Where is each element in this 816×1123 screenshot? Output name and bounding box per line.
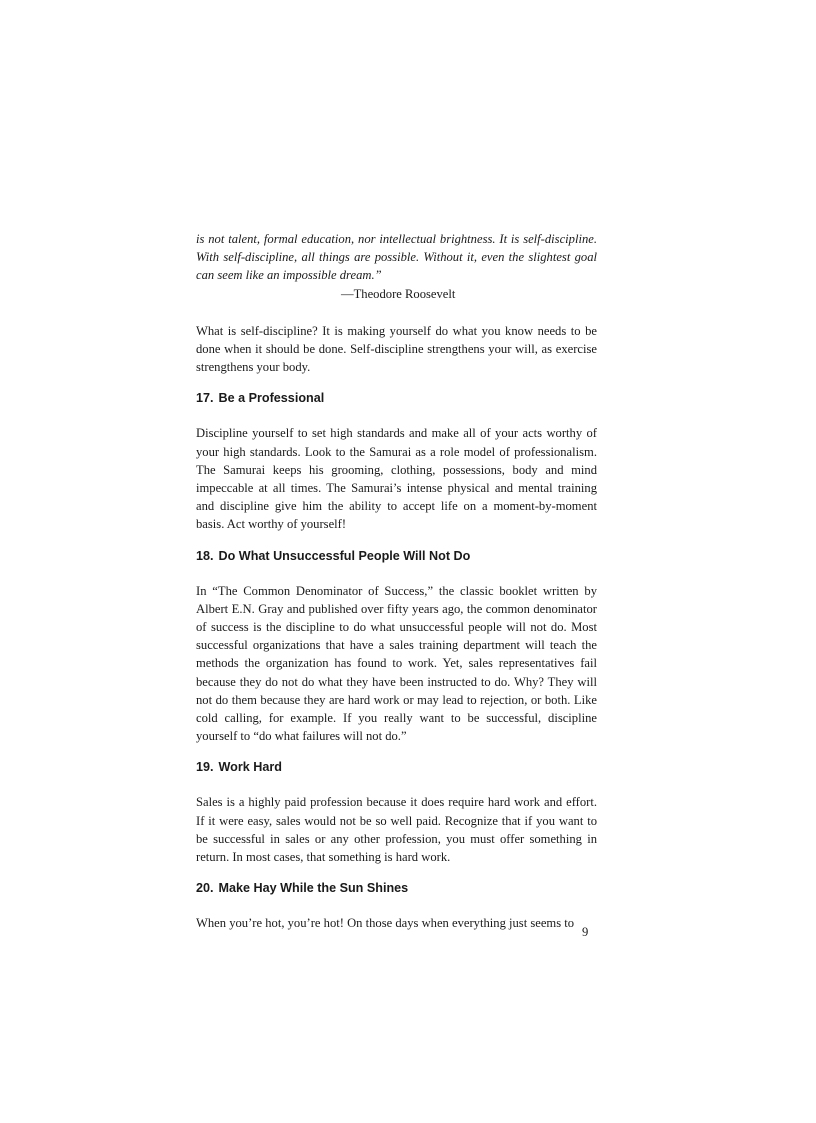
quote-attribution: —Theodore Roosevelt <box>341 286 456 301</box>
section-number: 19. <box>196 760 214 775</box>
intro-paragraph: What is self-discipline? It is making yourself do what you know needs to be done when it should be done. Self-discipline strengthens your will, as exercise strengthens your body. <box>196 323 597 375</box>
section-title: Be a Professional <box>218 391 325 406</box>
section-number: 20. <box>196 881 214 896</box>
section-body-20: When you’re hot, you’re hot! On those days when everything just seems to <box>196 916 575 931</box>
section-body-18: In “The Common Denominator of Success,” the classic booklet written by Albert E.N. Gray and published over fifty years ago, the common denominator of success is the discipline to do what unsuccessful people will not do. Most successful organizations that have a sales training department will teach the methods the organization has found to work. Yet, sales representatives fail because they do not do what they have been instructed to do. Why? They will not do them because they are hard work or may lead to rejection, or both. Like cold calling, for example. If you really want to be successful, discipline yourself to “do what failures will not do.” <box>196 583 597 744</box>
section-title: Do What Unsuccessful People Will Not Do <box>218 548 471 563</box>
section-title: Work Hard <box>218 760 282 775</box>
section-body-17: Discipline yourself to set high standards and make all of your acts worthy of your high standards. Look to the Samurai as a role model of professionalism. The Samurai keeps his grooming, clothing, possessions, body and mind impeccable at all times. The Samurai’s intense physical and mental training and discipline give him the ability to accept life on a moment-by-moment basis. Act worthy of yourself! <box>196 426 597 532</box>
section-heading-18 <box>196 548 597 564</box>
section-number: 17. <box>196 391 214 406</box>
page-number: 9 <box>582 925 589 939</box>
section-body-19: Sales is a highly paid profession because it does require hard work and effort. If it were easy, sales would not be so well paid. Recognize that if you want to be successful in sales or any other profession, you must offer something in return. In most cases, that something is hard work. <box>196 795 597 865</box>
page-content <box>196 230 597 932</box>
section-heading-19 <box>196 759 597 775</box>
section-title: Make Hay While the Sun Shines <box>218 881 409 896</box>
section-heading-20 <box>196 880 597 896</box>
quote-text: is not talent, formal education, nor intellectual brightness. It is self-discipline. With self-discipline, all things are possible. Without it, even the slightest goal can seem like an impossible dream.” <box>196 232 597 283</box>
section-number: 18. <box>196 548 214 563</box>
section-heading-17 <box>196 390 597 406</box>
